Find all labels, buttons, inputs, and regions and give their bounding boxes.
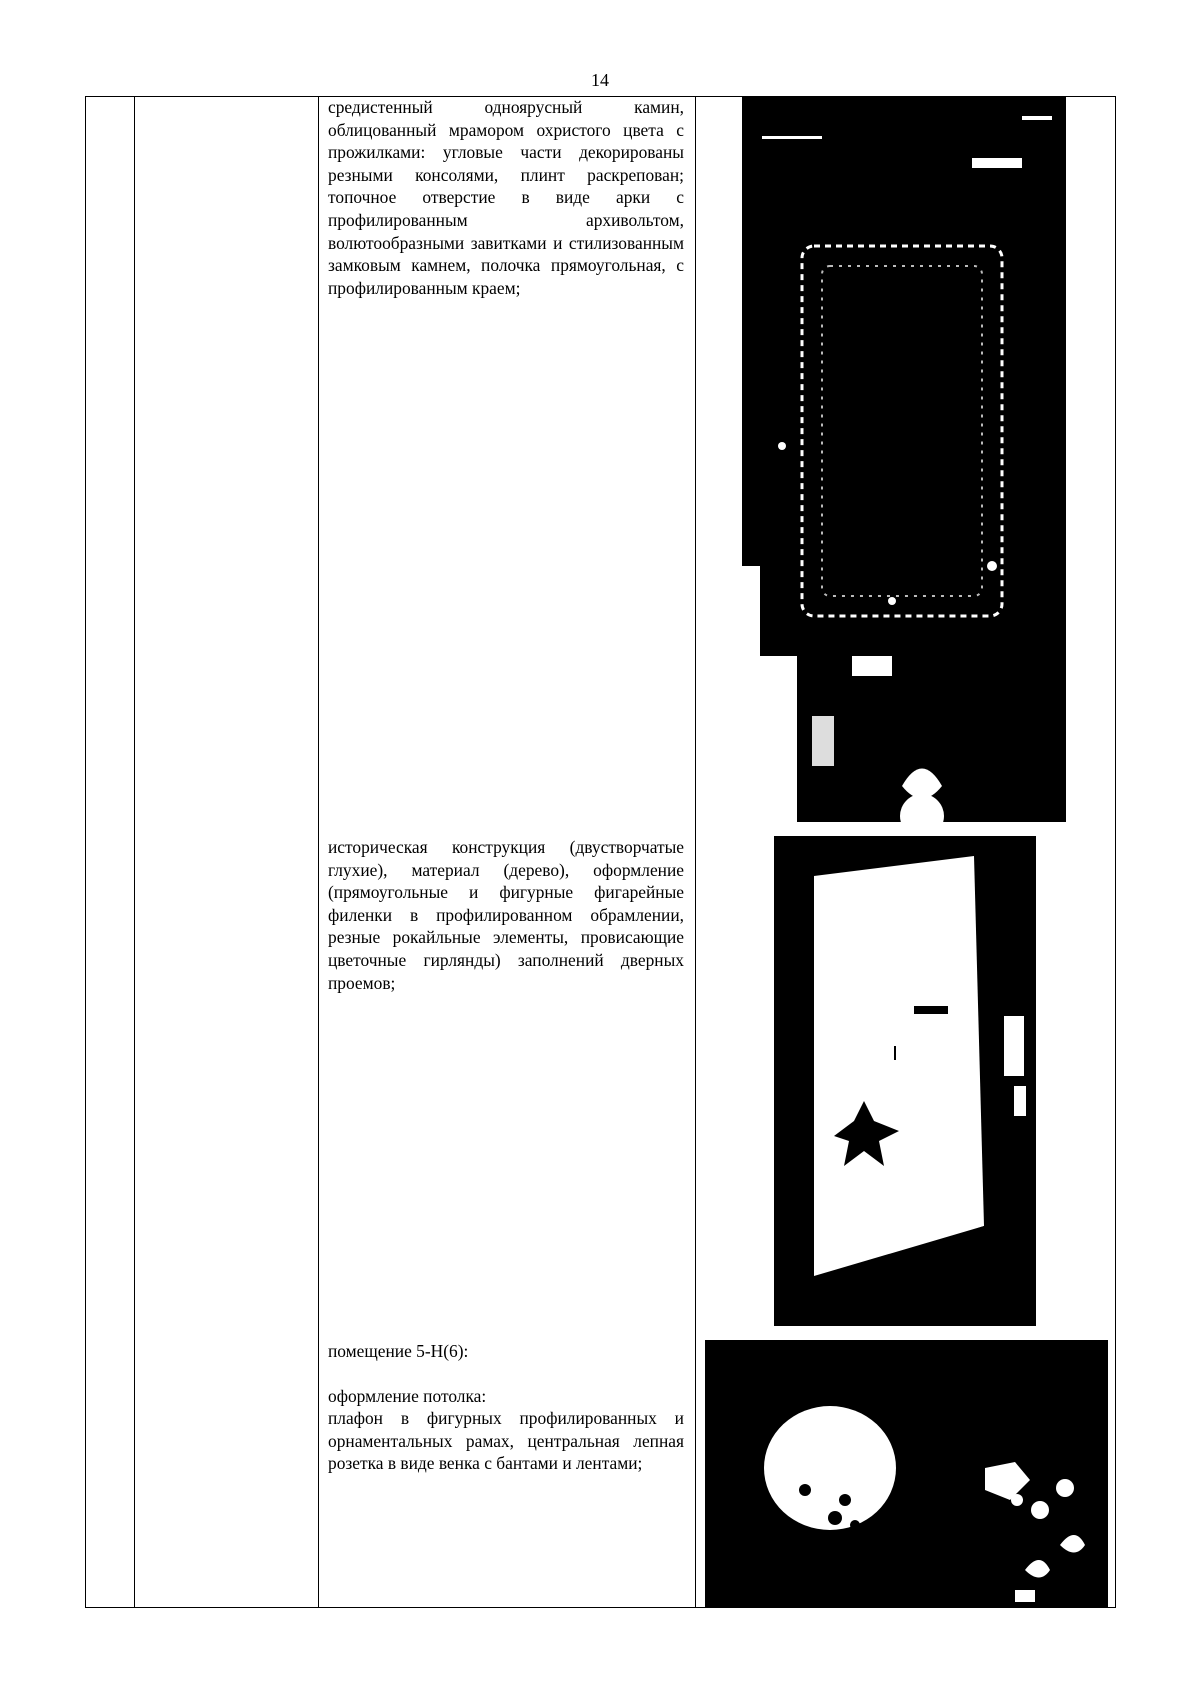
page-number: 14 xyxy=(591,70,609,90)
column-divider xyxy=(695,97,696,1607)
door-photo-image xyxy=(774,836,1036,1326)
fireplace-photo xyxy=(742,96,1066,822)
ceiling-photo xyxy=(705,1340,1108,1608)
column-divider xyxy=(318,97,319,1607)
door-description xyxy=(328,836,684,994)
section-heading: оформление потолка: xyxy=(328,1385,487,1406)
ceiling-description xyxy=(328,1340,684,1475)
description-paragraph: средистенный одноярусный камин, облицованный мрамором охристого цвета с прожилками: угловые части декорированы резными консолями, плинт раскрепован; топочное отверстие в виде арки с профилированным архивольтом, волютообразными завитками и стилизованным замковым камнем, полочка прямоугольная, с профилированным краем; xyxy=(328,97,684,298)
door-photo xyxy=(774,836,1036,1326)
description-paragraph: историческая конструкция (двустворчатые глухие), материал (дерево), оформление (прямоугольные и фигурные фигарейные филенки в профилированном обрамлении, резные рокайльные элементы, провисающие цветочные гирлянды) заполнений дверных проемов; xyxy=(328,837,684,993)
fireplace-photo-image xyxy=(742,96,1066,822)
column-divider xyxy=(134,97,135,1607)
description-paragraph: плафон в фигурных профилированных и орнаментальных рамах, центральная лепная розетка в виде венка с бантами и лентами; xyxy=(328,1408,684,1474)
ceiling-photo-image xyxy=(705,1340,1108,1608)
room-heading: помещение 5-Н(6): xyxy=(328,1341,469,1361)
fireplace-description xyxy=(328,96,684,299)
